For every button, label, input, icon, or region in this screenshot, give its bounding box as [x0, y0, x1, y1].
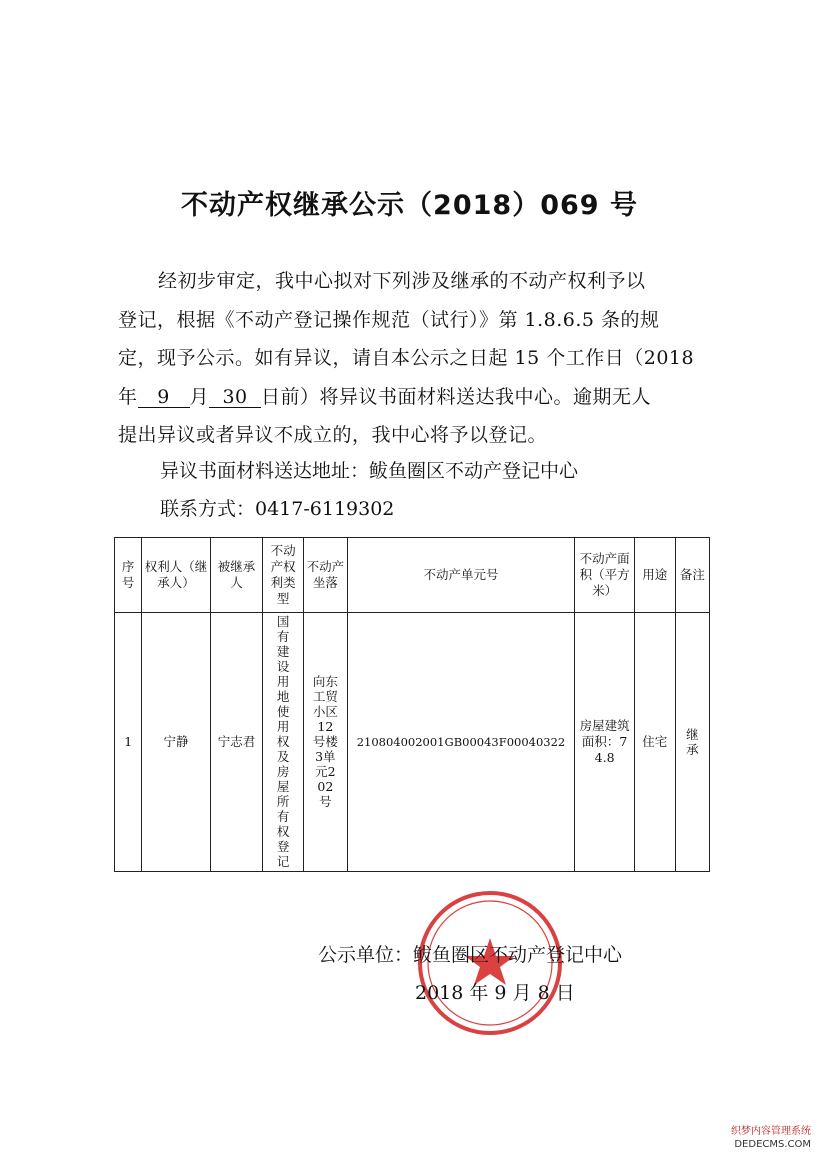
deadline-day: 30	[209, 387, 261, 409]
body-line-2: 登记，根据《不动产登记操作规范（试行）》第 1.8.6.5 条的规	[118, 308, 660, 331]
body-line-3: 定，现予公示。如有异议，请自本公示之日起 15 个工作日（2018	[118, 347, 695, 369]
header-area: 不动产面积（平方米）	[575, 538, 634, 613]
table-header-row	[115, 538, 710, 613]
cell-area: 房屋建筑面积：74.8	[575, 613, 634, 872]
deadline-rest: 日前）将异议书面材料送达我中心。逾期无人	[261, 385, 652, 408]
header-location: 不动产坐落	[304, 538, 347, 613]
cell-right-type	[263, 613, 304, 872]
right-type-text: 国有建设用地使用权及房屋所有权登记	[276, 614, 290, 869]
remarks-text: 继承	[686, 726, 699, 757]
watermark-line-1: 织梦内容管理系统	[731, 1126, 811, 1137]
notice-title: 不动产权继承公示（2018）069 号	[181, 190, 638, 221]
objection-address: 异议书面材料送达地址：鲅鱼圈区不动产登记中心	[160, 460, 579, 482]
cell-decedent: 宁志君	[210, 613, 262, 872]
body-line-5: 提出异议或者异议不成立的，我中心将予以登记。	[118, 424, 548, 446]
year-label: 年	[118, 385, 138, 408]
cell-holder: 宁静	[142, 613, 210, 872]
deadline-month: 9	[138, 387, 190, 409]
header-holder: 权利人（继承人）	[142, 538, 210, 613]
issuing-unit: 公示单位：鲅鱼圈区不动产登记中心	[318, 944, 623, 966]
issue-date: 2018 年 9 月 8 日	[415, 982, 575, 1004]
cell-usage: 住宅	[634, 613, 675, 872]
cell-unit-number: 210804002001GB00043F00040322	[347, 613, 575, 872]
header-unit-number: 不动产单元号	[347, 538, 575, 613]
notice-body	[118, 262, 718, 455]
contact-info: 联系方式：0417-6119302	[160, 498, 395, 520]
header-right-type: 不动产权利类型	[263, 538, 304, 613]
header-seq: 序号	[115, 538, 142, 613]
table-row	[115, 613, 710, 872]
cell-location	[304, 613, 347, 872]
cell-seq: 1	[115, 613, 142, 872]
month-label: 月	[189, 385, 210, 408]
header-remarks: 备注	[675, 538, 709, 613]
registration-table	[114, 537, 710, 872]
watermark-line-2: DEDECMS.COM	[734, 1139, 811, 1150]
location-text: 向东工贸小区12号楼3单元202号	[312, 674, 338, 809]
header-decedent: 被继承人	[210, 538, 262, 613]
body-line-4	[118, 378, 718, 417]
body-line-1: 经初步审定，我中心拟对下列涉及继承的不动产权利予以	[158, 270, 646, 292]
header-usage: 用途	[634, 538, 675, 613]
watermark	[731, 1125, 811, 1151]
cell-remarks	[675, 613, 709, 872]
